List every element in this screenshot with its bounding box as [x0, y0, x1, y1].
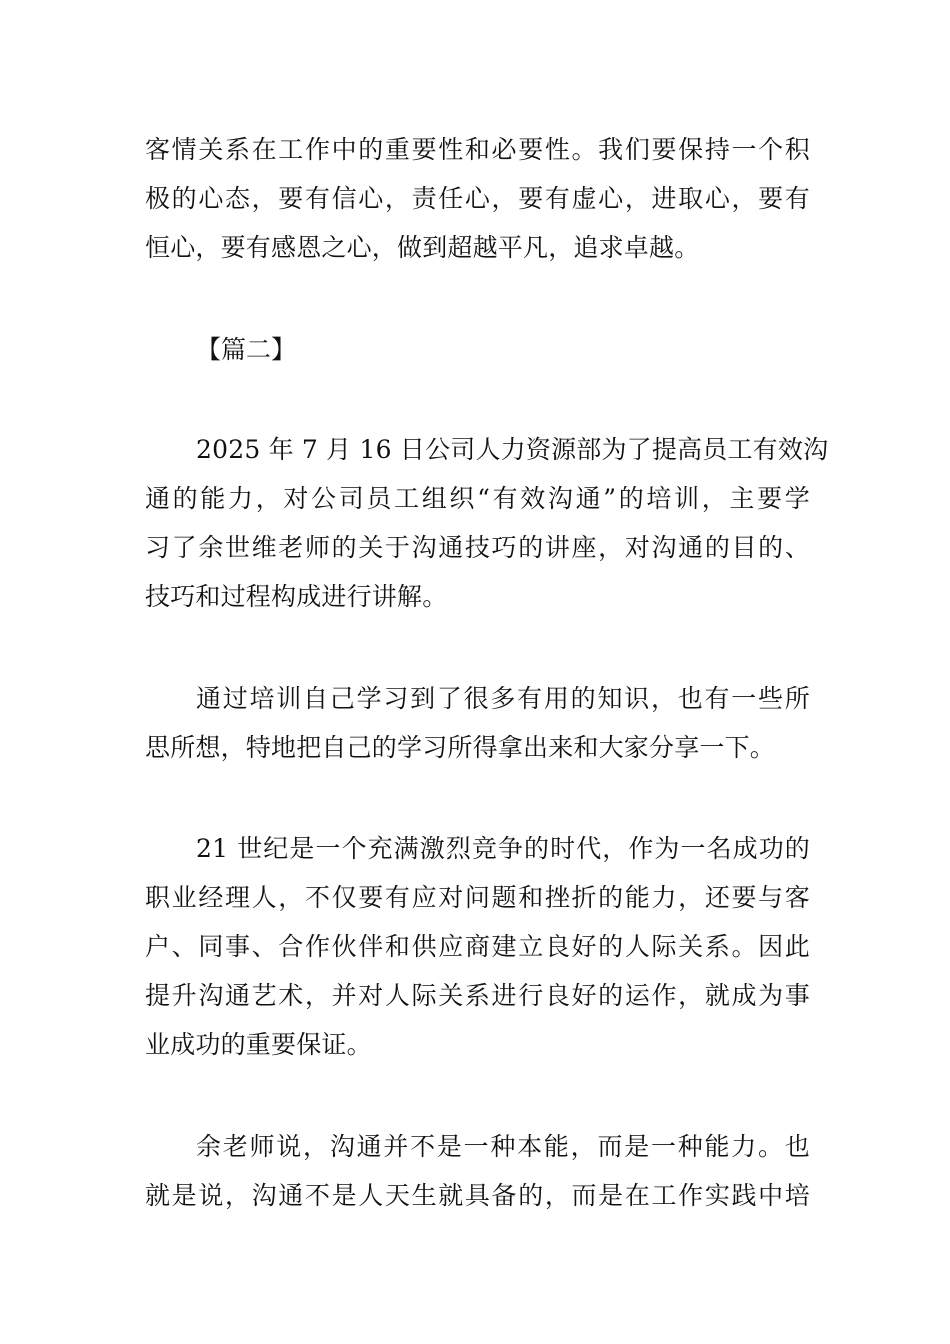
- section-heading: 【篇二】: [196, 335, 297, 364]
- text-line: 余老师说，沟通并不是一种本能，而是一种能力。也: [196, 1132, 810, 1161]
- text-line: 客情关系在工作中的重要性和必要性。我们要保持一个积: [145, 135, 810, 164]
- text-line: 21 世纪是一个充满激烈竞争的时代，作为一名成功的: [196, 834, 810, 863]
- text-line: 技巧和过程构成进行讲解。: [145, 582, 448, 611]
- text-line: 恒心，要有感恩之心，做到超越平凡，追求卓越。: [145, 233, 700, 262]
- text-line: 思所想，特地把自己的学习所得拿出来和大家分享一下。: [145, 733, 776, 762]
- text-line: 就是说，沟通不是人天生就具备的，而是在工作实践中培: [145, 1181, 810, 1210]
- text-line: 职业经理人，不仅要有应对问题和挫折的能力，还要与客: [145, 883, 810, 912]
- text-line: 业成功的重要保证。: [145, 1030, 372, 1059]
- text-line: 户、同事、合作伙伴和供应商建立良好的人际关系。因此: [145, 932, 810, 961]
- text-line: 2025 年 7 月 16 日公司人力资源部为了提高员工有效沟: [196, 435, 829, 464]
- text-line: 习了余世维老师的关于沟通技巧的讲座，对沟通的目的、: [145, 533, 810, 562]
- text-line: 通过培训自己学习到了很多有用的知识，也有一些所: [196, 684, 810, 713]
- text-line: 通的能力，对公司员工组织“有效沟通”的培训，主要学: [145, 484, 810, 513]
- text-line: 提升沟通艺术，并对人际关系进行良好的运作，就成为事: [145, 981, 810, 1010]
- text-line: 极的心态，要有信心，责任心，要有虚心，进取心，要有: [145, 184, 810, 213]
